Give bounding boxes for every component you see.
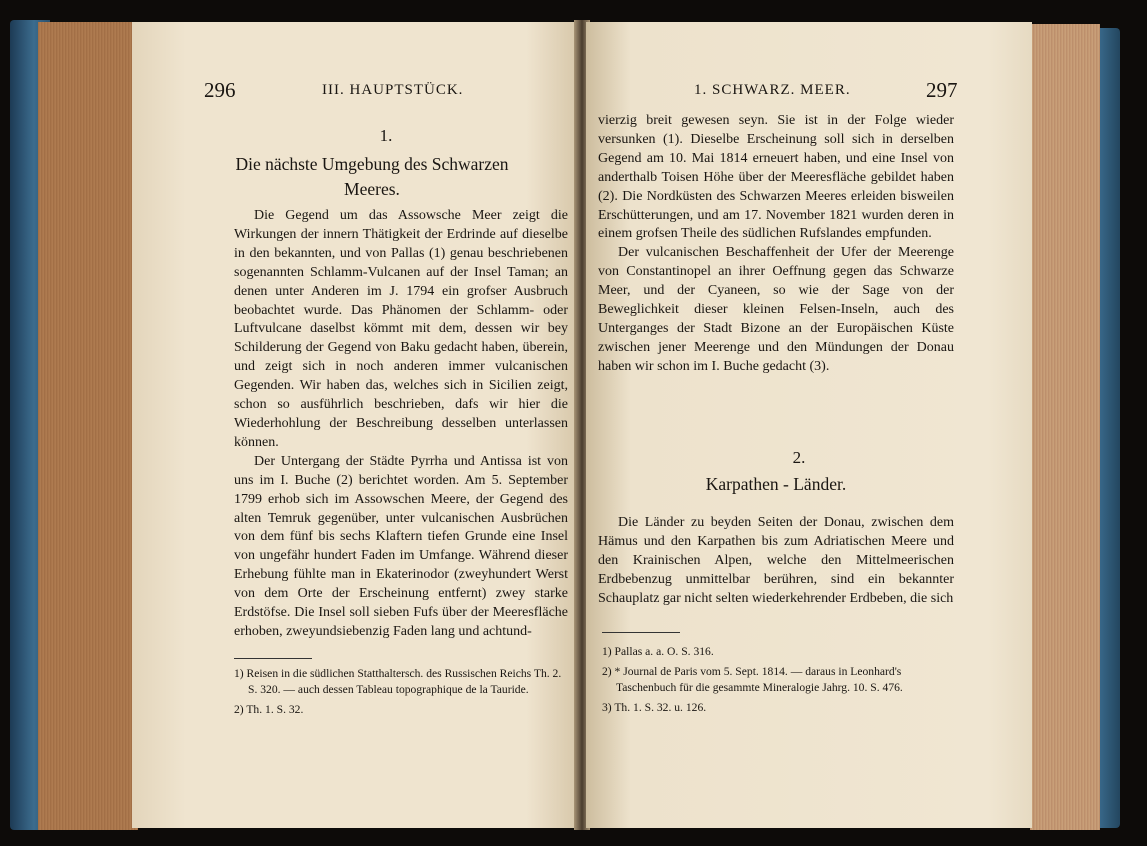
footnote: 1) Reisen in die südlichen Statthaltersch. des Russischen Reichs Th. 2. S. 320. — auch dessen Tableau topographique de la Tauride.: [234, 667, 562, 696]
page-edges-right: [1030, 24, 1100, 830]
footnotes: [602, 644, 954, 720]
running-header: 1. SCHWARZ. MEER.: [694, 82, 851, 98]
paragraph: Der Untergang der Städte Pyrrha und Antissa ist von uns im I. Buche (2) berichtet worden. Am 5. September 1799 erhob sich im Assowschen Meere, der Gegend des alten Temruk gegenüber, unter vulcanischen Ausbrüchen von dem fünf bis sechs Klaftern tiefen Grunde eine Insel von ungefähr hundert Faden im Umfange. Während dieser Erhebung fühlte man in Ekaterinodor (zweyhundert Werst von dem Orte der Erscheinung entfernt) zwey starke Erdstöfse. Die Insel soll sieben Fufs über der Meeresfläche erhoben, zweyundsiebenzig Faden lang und achtund-: [234, 453, 568, 639]
footnote: 2) Th. 1. S. 32.: [234, 703, 304, 716]
footnote: 3) Th. 1. S. 32. u. 126.: [602, 701, 707, 714]
section-number: 2.: [792, 448, 806, 467]
section-title: Karpathen - Länder.: [705, 474, 847, 494]
body-text: [234, 207, 568, 642]
section-number: 1.: [379, 126, 393, 145]
footnote-rule: [234, 658, 312, 659]
footnote-rule: [602, 632, 680, 633]
footnotes: [234, 666, 568, 722]
right-page: [586, 22, 1032, 828]
running-header: III. HAUPTSTÜCK.: [322, 82, 464, 98]
paragraph: Die Länder zu beyden Seiten der Donau, zwischen dem Hämus und den Karpathen bis zum Adriatischen Meere und den Krainischen Alpen, welche den Mittelmeerischen Erdbebenzug unmittelbar berühren, sind ein bekannter Schauplatz gar nicht selten wiederkehrender Erdbeben, die sich: [598, 515, 954, 606]
body-text: [598, 514, 954, 609]
body-text: [598, 112, 954, 377]
paragraph: vierzig breit gewesen seyn. Sie ist in der Folge wieder versunken (1). Dieselbe Erscheinung soll sich in derselben Gegend am 10. Mai 1814 erneuert haben, und eine Insel von anderthalb Toisen Höhe über der Meeresfläche gebildet haben (2). Die Nordküsten des Schwarzen Meeres erleiden bisweilen Erschütterungen, und am 17. November 1821 wurden deren in einem grofsen Theile des südlichen Rufslandes empfunden.: [598, 113, 954, 242]
page-number: 296: [204, 78, 236, 102]
book-cover-right: [1098, 28, 1120, 828]
section-title: Die nächste Umgebung des Schwarzen Meeres.: [235, 154, 509, 199]
footnote: 1) Pallas a. a. O. S. 316.: [602, 645, 714, 658]
page-number: 297: [926, 78, 958, 102]
page-edges-left: [38, 22, 138, 830]
left-page: [132, 22, 580, 828]
paragraph: Der vulcanischen Beschaffenheit der Ufer der Meerenge von Constantinopel an ihrer Oeffnung gegen das Schwarze Meer, und der Cyaneen, so wie der Sage von der Beweglichkeit dieser kleinen Felsen-Inseln, auch des Unterganges der Stadt Bizone an der Europäischen Küste zwischen jener Meerenge und den Mündungen der Donau haben wir schon im I. Buche gedacht (3).: [598, 245, 954, 374]
footnote: 2) * Journal de Paris vom 5. Sept. 1814. — daraus in Leonhard's Taschenbuch für die gesammte Mineralogie Jahrg. 10. S. 476.: [602, 665, 903, 694]
paragraph: Die Gegend um das Assowsche Meer zeigt die Wirkungen der innern Thätigkeit der Erdrinde auf dieselbe in den bekannten, und von Pallas (1) genau beschriebenen sogenannten Schlamm-Vulcanen auf der Insel Taman; an denen unter Anderen im J. 1794 ein grofser Ausbruch beobachtet wurde. Das Phänomen der Schlamm- oder Luftvulcane daselbst kömmt mit dem, dessen wir bey Schilderung der Gegend von Baku gedacht haben, überein, und zeigt sich in noch anderen immer vulcanischen Gegenden. Wir haben das, welches sich in Sicilien zeigt, schon so ausführlich beschrieben, dafs wir hier die Wiederhohlung der Beschreibung desselben unterlassen können.: [234, 208, 568, 450]
